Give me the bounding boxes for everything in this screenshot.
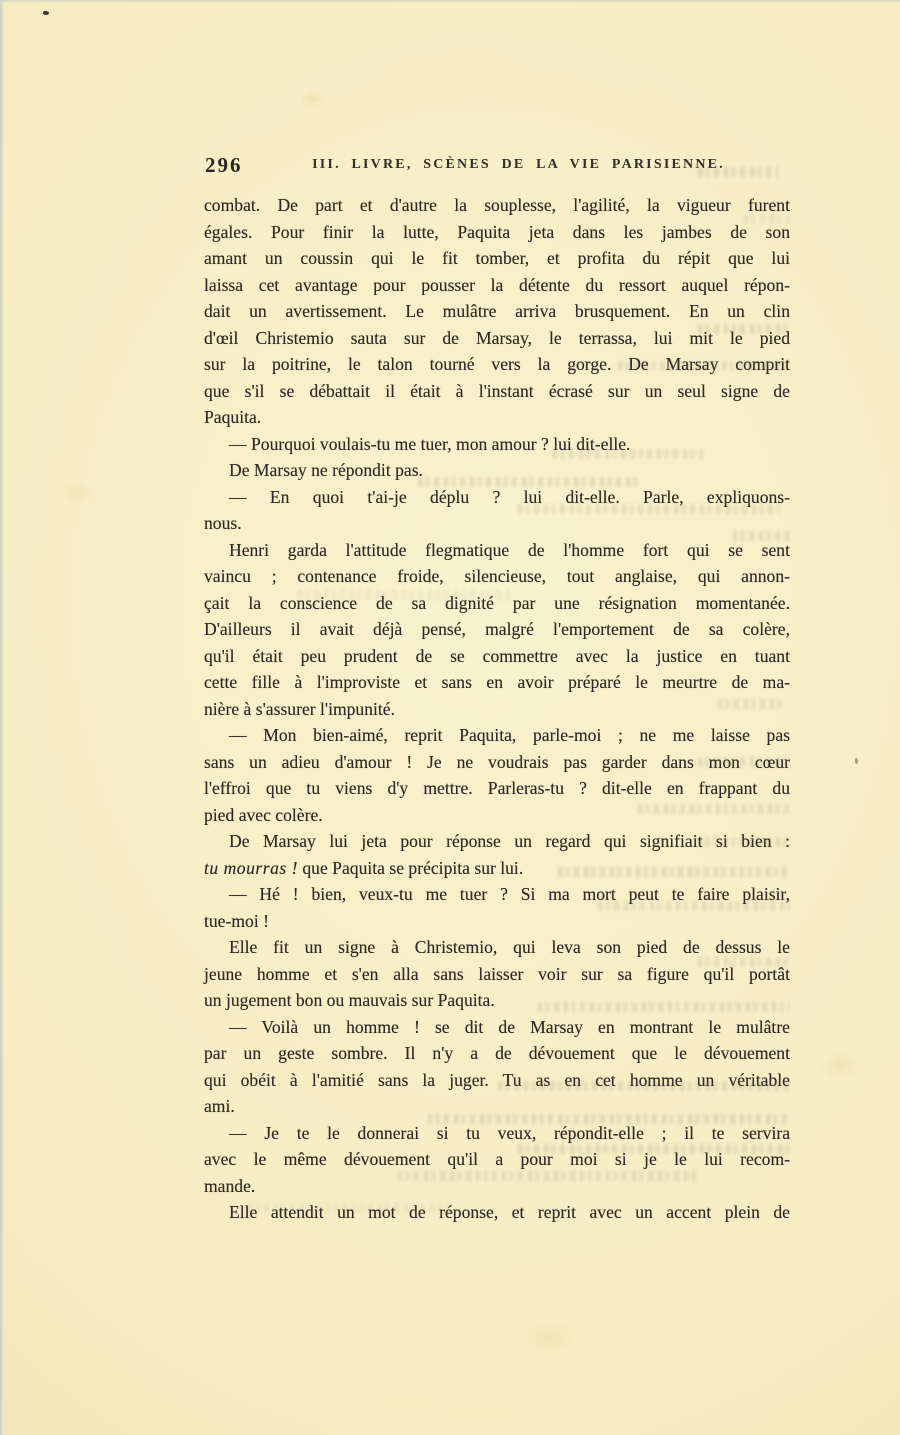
text-line: Henri garda l'attitude flegmatique de l'homme fort qui se sent [229,539,790,560]
text-line: çait la conscience de sa dignité par une résignation momentanée. [204,592,790,613]
text-line: qui obéit à l'amitié sans la juger. Tu as en cet homme un véritable [204,1069,790,1090]
ink-speck [855,758,858,764]
text-line: — En quoi t'ai-je déplu ? lui dit-elle. Parle, expliquons- [229,486,790,507]
text-line: l'effroi que tu viens d'y mettre. Parleras-tu ? dit-elle en frappant du [204,778,790,798]
running-title: III. LIVRE, SCÈNES DE LA VIE PARISIENNE. [312,157,725,172]
text-line: — Voilà un homme ! se dit de Marsay en montrant le mulâtre [229,1016,790,1037]
paper-blotch [520,1320,580,1354]
text-line: pied avec colère. [204,804,323,825]
text-line: — Je te le donnerai si tu veux, répondit-elle ; il te servira [229,1122,790,1143]
text-line: cette fille à l'improviste et sans en avoir préparé le meurtre de ma- [204,672,790,692]
text-line: mande. [204,1175,256,1196]
text-line: — Hé ! bien, veux-tu me tuer ? Si ma mort peut te faire plaisir, [229,884,790,904]
text-line: sans un adieu d'amour ! Je ne voudrais pas garder dans mon cœur [204,751,790,772]
scan-edge-left [0,0,4,1435]
text-line: Paquita. [204,407,262,427]
text-line: avec le même dévouement qu'il a pour moi si je le lui recom- [204,1149,790,1169]
text-line: De Marsay ne répondit pas. [229,460,423,480]
text-line: De Marsay lui jeta pour réponse un regard qui signifiait si bien : [229,831,790,851]
text-line: nière à s'assurer l'impunité. [204,698,396,719]
text-line: ami. [204,1096,235,1116]
paper-blotch [60,480,94,506]
page-number: 296 [205,153,243,177]
scan-edge-top [0,0,900,3]
text-line: Elle attendit un mot de réponse, et reprit avec un accent plein de [229,1202,790,1222]
text-line: que s'il se débattait il était à l'instant écrasé sur un seul signe de [204,380,790,401]
text-line: laissa cet avantage pour pousser la détente du ressort auquel répon- [204,274,790,295]
text-line: nous. [204,513,242,533]
text-line: qu'il était peu prudent de se commettre avec la justice en tuant [204,645,790,666]
text-line: sur la poitrine, le talon tourné vers la gorge. De Marsay comprit [204,354,790,374]
text-line: un jugement bon ou mauvais sur Paquita. [204,990,495,1010]
text-line: égales. Pour finir la lutte, Paquita jeta dans les jambes de son [204,221,790,242]
text-line: jeune homme et s'en alla sans laisser voir sur sa figure qu'il portât [204,963,790,984]
text-line: dait un avertissement. Le mulâtre arriva brusquement. En un clin [204,301,790,321]
text-line: par un geste sombre. Il n'y a de dévouement que le dévouement [204,1043,790,1063]
text-line: tu mourras ! que Paquita se précipita sur lui. [204,857,524,878]
text-line: tue-moi ! [204,910,269,931]
text-line: Elle fit un signe à Christemio, qui leva son pied de dessus le [229,937,790,957]
text-line: amant un coussin qui le fit tomber, et profita du répit que lui [204,248,790,268]
text-line: — Mon bien-aimé, reprit Paquita, parle-moi ; ne me laisse pas [229,725,790,745]
ink-speck [43,11,49,15]
text-line: combat. De part et d'autre la souplesse, l'agilité, la vigueur furent [204,195,790,215]
text-line: d'œil Christemio sauta sur de Marsay, le terrassa, lui mit le pied [204,327,790,348]
paper-blotch [820,1050,860,1080]
text-line: vaincu ; contenance froide, silencieuse, tout anglaise, qui annon- [204,566,790,586]
text-block [204,192,790,1226]
text-line: — Pourquoi voulais-tu me tuer, mon amour ? lui dit-elle. [229,433,631,454]
text-line: D'ailleurs il avait déjà pensé, malgré l'emportement de sa colère, [204,619,790,639]
page-header [205,153,790,183]
paper-blotch [300,90,326,108]
